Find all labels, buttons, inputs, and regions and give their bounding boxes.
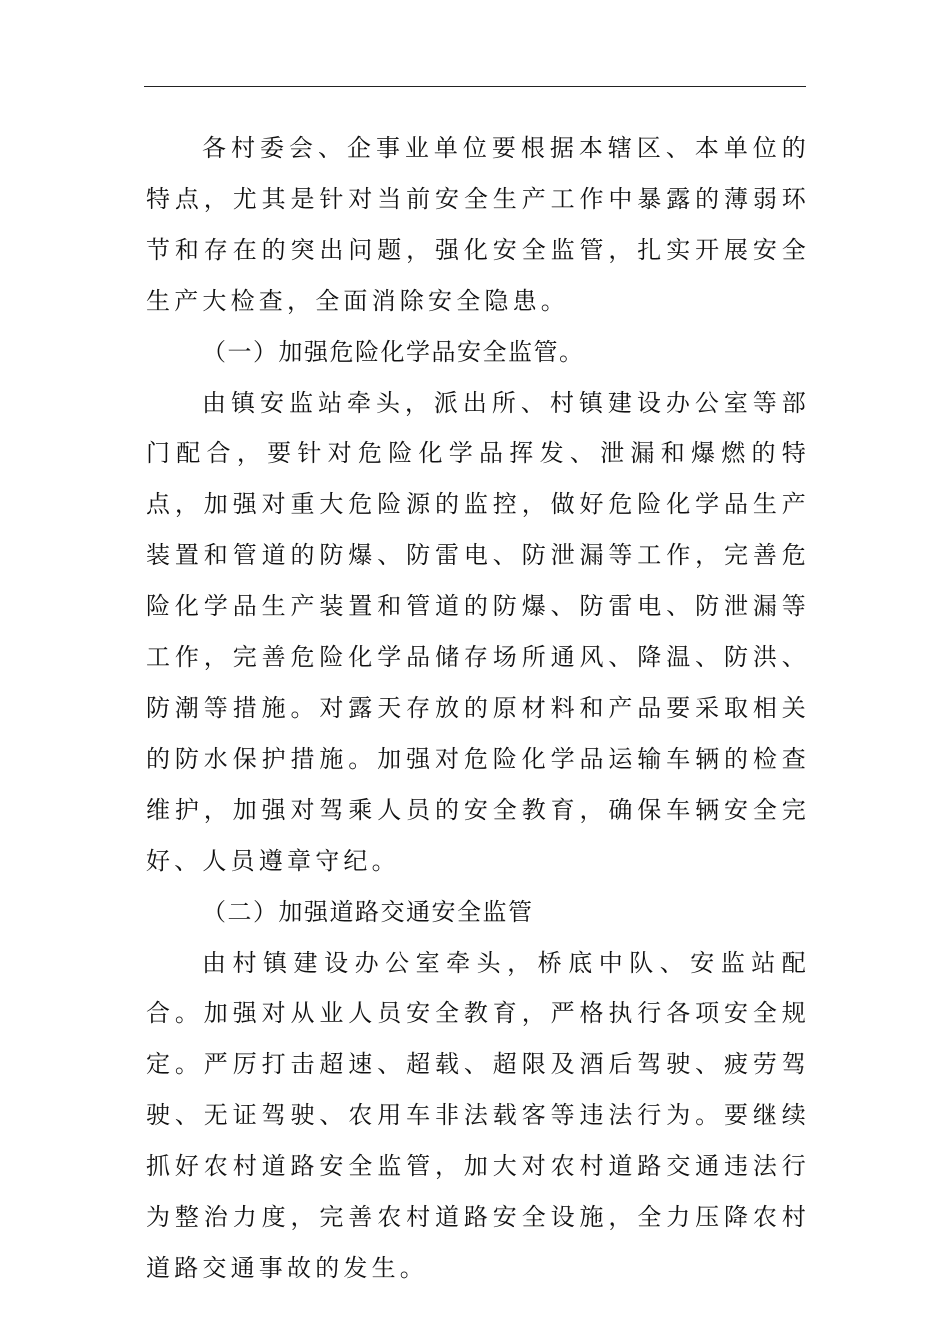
section-heading-road-traffic: （二）加强道路交通安全监管	[202, 897, 534, 926]
document-body	[146, 123, 810, 1294]
section-heading-hazardous-chemicals: （一）加强危险化学品安全监管。	[202, 337, 585, 366]
header-rule	[144, 86, 806, 87]
paragraph-hazardous-chemicals: 由镇安监站牵头，派出所、村镇建设办公室等部门配合，要针对危险化学品挥发、泄漏和爆燃的特点，加强对重大危险源的监控，做好危险化学品生产装置和管道的防爆、防雷电、防泄漏等工作，完善危险化学品生产装置和管道的防爆、防雷电、防泄漏等工作，完善危险化学品储存场所通风、降温、防洪、防潮等措施。对露天存放的原材料和产品要采取相关的防水保护措施。加强对危险化学品运输车辆的检查维护，加强对驾乘人员的安全教育，确保车辆安全完好、人员遵章守纪。	[146, 388, 810, 875]
paragraph-intro: 各村委会、企事业单位要根据本辖区、本单位的特点，尤其是针对当前安全生产工作中暴露的薄弱环节和存在的突出问题，强化安全监管，扎实开展安全生产大检查，全面消除安全隐患。	[146, 134, 810, 315]
paragraph-road-traffic: 由村镇建设办公室牵头，桥底中队、安监站配合。加强对从业人员安全教育，严格执行各项安全规定。严厉打击超速、超载、超限及酒后驾驶、疲劳驾驶、无证驾驶、农用车非法载客等违法行为。要继续抓好农村道路安全监管，加大对农村道路交通违法行为整治力度，完善农村道路安全设施，全力压降农村道路交通事故的发生。	[146, 948, 810, 1282]
